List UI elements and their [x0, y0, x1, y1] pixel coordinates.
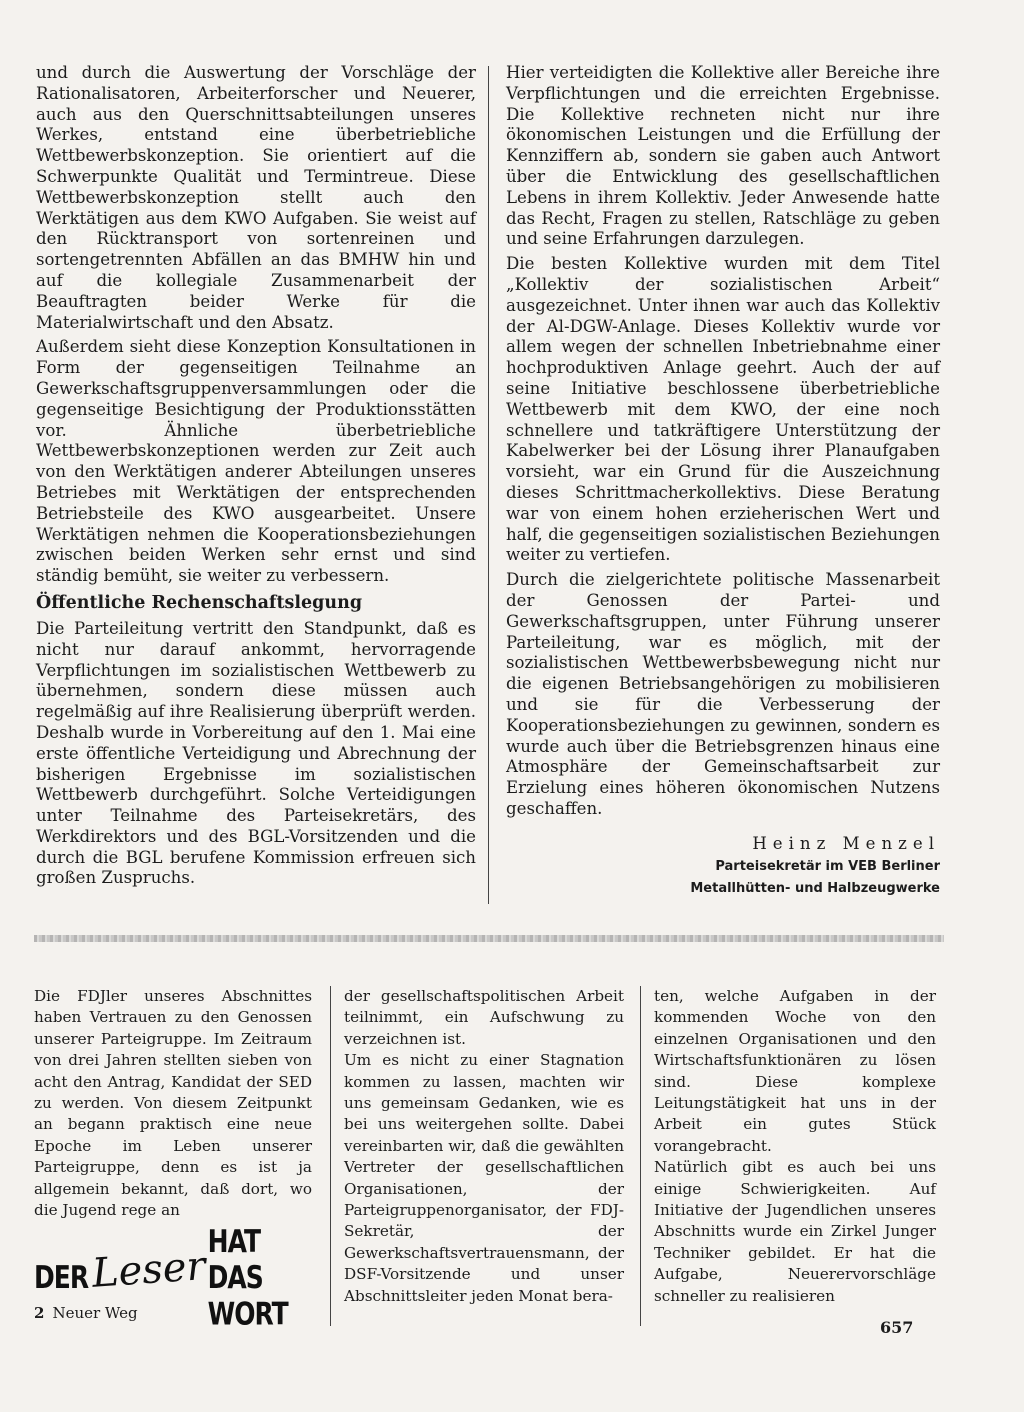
- author-role-line2: Metallhütten- und Halbzeugwerke: [690, 881, 940, 897]
- author-name: Heinz Menzel: [752, 833, 940, 853]
- article-right-column: [506, 63, 940, 898]
- letter-column-3: [654, 986, 936, 1307]
- paragraph: und durch die Auswertung der Vorschläge der Rationalisatoren, Arbeiterforscher und Neuerer, auch aus den Querschnittsabteilungen unseres Werkes, entstand eine überbetriebliche Wettbewerbskonzeption. Sie orientiert auf die Schwerpunkte Qualität und Termintreue. Diese Wettbewerbskonzeption stellt auch den Werktätigen aus dem KWO Aufgaben. Sie weist auf den Rücktransport von sortenreinen und sortengetrennten Abfällen an das BMHW hin und auf die kollegiale Zusammenarbeit der Beauftragten beider Werke für die Materialwirtschaft und den Absatz.: [36, 63, 476, 332]
- footer-number: 2: [34, 1304, 45, 1322]
- column-divider: [488, 66, 489, 904]
- paragraph: Die FDJler unseres Abschnittes haben Vertrauen zu den Genossen unserer Parteigruppe. Im Zeitraum von drei Jahren stellten sieben von acht den Antrag, Kandidat der SED zu werden. Von diesem Zeitpunkt an begann praktisch eine neue Epoche im Leben unserer Parteigruppe, denn es ist ja allgemein bekannt, daß dort, wo die Jugend rege an: [34, 987, 312, 1220]
- column-divider: [640, 986, 641, 1326]
- paragraph: ten, welche Aufgaben in der kommenden Woche von den einzelnen Organisationen und den Wirtschaftsfunktionären zu lösen sind. Diese komplexe Leitungstätigkeit hat uns in der Arbeit ein gutes Stück vorangebracht.: [654, 987, 936, 1155]
- section-heading: Öffentliche Rechenschaftslegung: [36, 592, 363, 613]
- magazine-name: Neuer Weg: [52, 1304, 138, 1322]
- footer-source: [34, 1304, 138, 1322]
- paragraph: Natürlich gibt es auch bei uns einige Schwierigkeiten. Auf Initiative der Jugendlichen unseres Abschnitts wurde ein Zirkel Junger Techniker gebildet. Er hat die Aufgabe, Neuerervorschläge schneller zu realisieren: [654, 1158, 936, 1305]
- paragraph: Außerdem sieht diese Konzeption Konsultationen in Form der gegenseitigen Teilnahme an Gewerkschaftsgruppenversammlungen oder die gegenseitige Besichtigung der Produktionsstätten vor. Ähnliche überbetriebliche Wettbewerbskonzeptionen werden zur Zeit auch von den Werktätigen anderer Abteilungen unseres Betriebes mit Werktätigen der entsprechenden Betriebsteile des KWO ausgearbeitet. Unsere Werktätigen nehmen die Kooperationsbeziehungen zwischen beiden Werken sehr ernst und sind ständig bemüht, sie weiter zu verbessern.: [36, 337, 476, 586]
- section-separator: [34, 935, 944, 942]
- paragraph: der gesellschaftspolitischen Arbeit teilnimmt, ein Aufschwung zu verzeichnen ist.: [344, 987, 624, 1048]
- paragraph: Die besten Kollektive wurden mit dem Titel „Kollektiv der sozialistischen Arbeit“ ausgezeichnet. Unter ihnen war auch das Kollektiv der Al-DGW-Anlage. Dieses Kollektiv wurde vor allem wegen der schnellen Inbetriebnahme einer hochproduktiven Anlage geehrt. Auch der auf seine Initiative beschlossene überbetriebliche Wettbewerb mit dem KWO, der eine noch schnellere und tatkräftigere Unterstützung der Kabelwerker bei der Lösung ihrer Planaufgaben vorsieht, war ein Grund für die Auszeichnung dieses Schrittmacherkollektivs. Diese Beratung war von einem hohen erzieherischen Wert und half, die gegenseitigen sozialistischen Beziehungen weiter zu vertiefen.: [506, 254, 940, 565]
- page-number: 657: [880, 1318, 914, 1337]
- author-role-line1: Parteisekretär im VEB Berliner: [715, 859, 940, 875]
- article-left-column: [36, 63, 476, 889]
- letter-column-1: [34, 986, 312, 1221]
- letter-column-2: [344, 986, 624, 1307]
- paragraph: Die Parteileitung vertritt den Standpunkt, daß es nicht nur darauf ankommt, hervorragende Verpflichtungen im sozialistischen Wettbewerb zu übernehmen, sondern diese müssen auch regelmäßig auf ihre Realisierung überprüft werden. Deshalb wurde in Vorbereitung auf den 1. Mai eine erste öffentliche Verteidigung und Abrechnung der bisherigen Ergebnisse im sozialistischen Wettbewerb durchgeführt. Solche Verteidigungen unter Teilnahme des Parteisekretärs, des Werkdirektors und des BGL-Vorsitzenden und die durch die BGL berufene Kommission erfreuen sich großen Zuspruchs.: [36, 618, 476, 888]
- logo-script: Leser: [90, 1243, 208, 1297]
- logo-part1: DER: [34, 1258, 89, 1296]
- paragraph: Durch die zielgerichtete politische Massenarbeit der Genossen der Partei- und Gewerkschaftsgruppen, unter Führung unserer Parteileitung, war es möglich, mit der sozialistischen Wettbewerbsbewegung nicht nur die eigenen Betriebsangehörigen zu mobilisieren und sie für die Verbesserung der Kooperationsbeziehungen zu gewinnen, sondern es wurde auch über die Betriebsgrenzen hinaus eine Atmosphäre der Gemeinschaftsarbeit zur Erzielung eines höheren ökonomischen Nutzens geschaffen.: [506, 570, 940, 818]
- logo-part2: HAT DAS WORT: [207, 1222, 288, 1332]
- column-divider: [330, 986, 331, 1326]
- paragraph: Um es nicht zu einer Stagnation kommen zu lassen, machten wir uns gemeinsam Gedanken, wie es bei uns weitergehen sollte. Dabei vereinbarten wir, daß die gewählten Vertreter der gesellschaftlichen Organisationen, der Parteigruppenorganisator, der FDJ-Sekretär, der Gewerkschaftsvertrauensmann, der DSF-Vorsitzende und unser Abschnittsleiter jeden Monat bera-: [344, 1051, 624, 1305]
- paragraph: Hier verteidigten die Kollektive aller Bereiche ihre Verpflichtungen und die erreichten Ergebnisse. Die Kollektive rechneten nicht nur ihre ökonomischen Leistungen und die Erfüllung der Kennziffern ab, sondern sie gaben auch Antwort über die Entwicklung des gesellschaftlichen Lebens in ihrem Kollektiv. Jeder Anwesende hatte das Recht, Fragen zu stellen, Ratschläge zu geben und seine Erfahrungen darzulegen.: [506, 63, 940, 249]
